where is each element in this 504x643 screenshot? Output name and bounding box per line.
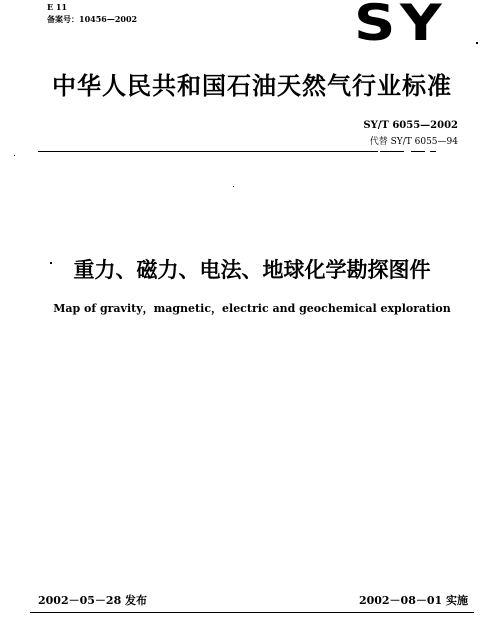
filing-number: 备案号：10456—2002 [47, 14, 138, 24]
speck [233, 186, 234, 187]
header-divider [38, 151, 378, 152]
replaces-note: 代替 SY/T 6055—94 [369, 137, 458, 147]
speck [476, 42, 478, 44]
issue-date: 2002－05－28 发布 [38, 594, 148, 607]
document-title-english: Map of gravity，magnetic，electric and geochemical exploration [53, 302, 451, 315]
classification-code: E 11 [47, 2, 68, 12]
speck [14, 155, 15, 156]
header-divider-dash [430, 151, 436, 152]
header-divider-dash [380, 151, 404, 152]
footer-divider [30, 612, 474, 613]
standard-number: SY/T 6055—2002 [363, 120, 458, 131]
document-title-chinese: 重力、磁力、电法、地球化学勘探图件 [73, 258, 431, 282]
sy-logo: SY [354, 0, 447, 52]
standard-category-title: 中华人民共和国石油天然气行业标准 [52, 72, 452, 100]
header-divider-dash [411, 151, 425, 152]
implementation-date: 2002－08－01 实施 [358, 594, 468, 607]
